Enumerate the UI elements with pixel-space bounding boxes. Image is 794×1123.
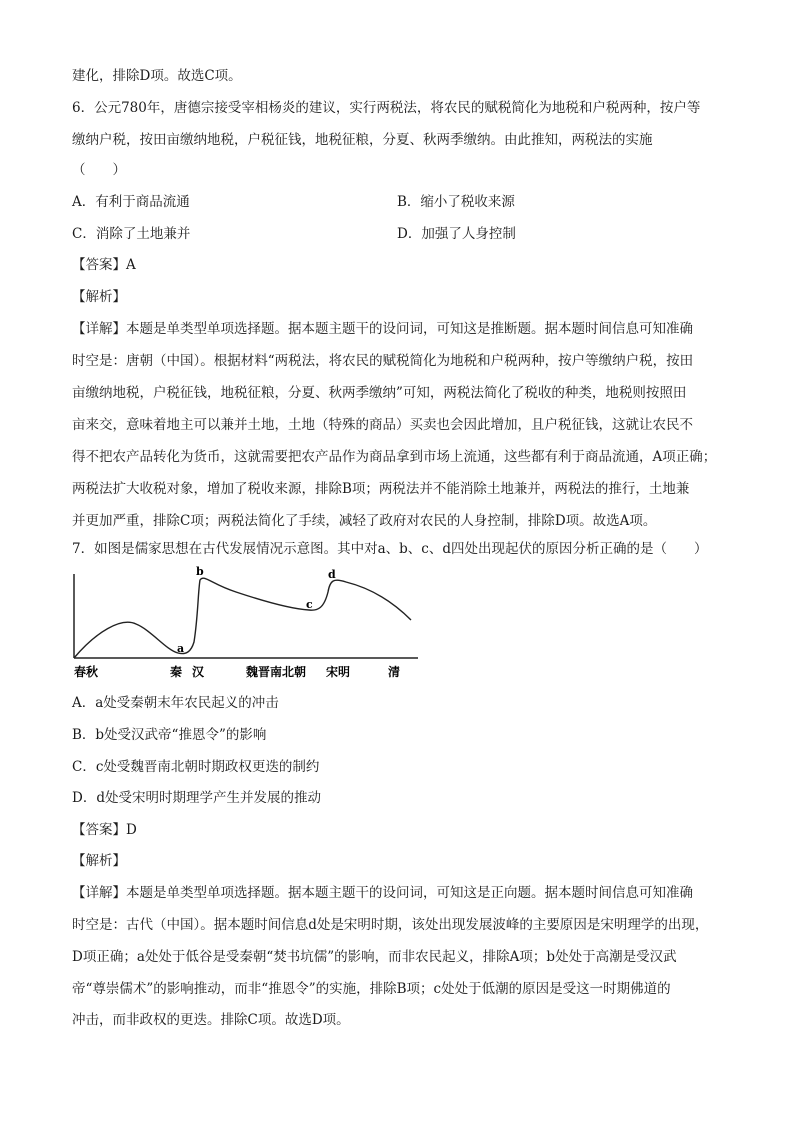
curve-point-label: c	[306, 598, 313, 611]
analysis-label: 【解析】	[72, 853, 126, 869]
explanation-line: 帝“尊崇儒术”的影响推动，而非“推恩令”的实施，排除B项；c处处于低潮的原因是受这一时期佛道的	[72, 981, 671, 997]
x-tick-label: 宋明	[326, 665, 351, 679]
x-tick-label: 汉	[192, 665, 205, 679]
x-tick-label: 清	[388, 665, 401, 679]
option-b: B．b处受汉武帝“推恩令”的影响	[72, 727, 267, 743]
explanation-line: 【详解】本题是单类型单项选择题。据本题主题干的设问词，可知这是正向题。据本题时间信息可知准确	[72, 885, 693, 901]
curve-point-label: d	[328, 568, 336, 581]
curve-point-label: a	[177, 642, 185, 655]
option-a: A．a处受秦朝末年农民起义的冲击	[72, 695, 279, 711]
option-c: C．消除了土地兼并	[72, 226, 191, 242]
explanation-line: 得不把农产品转化为货币，这就需要把农产品作为商品拿到市场上流通，这些都有利于商品流通，A项正确；	[72, 449, 717, 465]
explanation-line: 【详解】本题是单类型单项选择题。据本题主题干的设问词，可知这是推断题。据本题时间信息可知准确	[72, 321, 693, 337]
explanation-line: 时空是：古代（中国）。据本题时间信息d处是宋明时期，该处出现发展波峰的主要原因是宋明理学的出现，	[72, 917, 709, 933]
option-c: C．c处受魏晋南北朝时期政权更迭的制约	[72, 759, 320, 775]
x-tick-label: 秦	[170, 665, 183, 679]
question-6-stem: 6．公元780年，唐德宗接受宰相杨炎的建议，实行两税法，将农民的赋税简化为地税和户税两种，按户等	[72, 100, 701, 116]
explanation-line: 两税法扩大收税对象，增加了税收来源，排除B项；两税法并不能消除土地兼并，两税法的推行，土地兼	[72, 481, 690, 497]
explanation-line: 冲击，而非政权的更迭。排除C项。故选D项。	[72, 1012, 350, 1028]
question-6-blank: （ ）	[72, 162, 126, 178]
x-tick-label: 春秋	[74, 665, 99, 679]
question-6-stem: 缴纳户税，按田亩缴纳地税，户税征钱，地税征粮，分夏、秋两季缴纳。由此推知，两税法的实施	[72, 132, 653, 148]
explanation-line: 时空是：唐朝（中国）。根据材料“两税法，将农民的赋税简化为地税和户税两种，按户等缴纳户税，按田	[72, 353, 694, 369]
question-7-stem: 7．如图是儒家思想在古代发展情况示意图。其中对a、b、c、d四处出现起伏的原因分析正确的是（ ）	[72, 541, 708, 557]
explanation-line: 亩来交，意味着地主可以兼并土地，土地（特殊的商品）买卖也会因此增加，且户税征钱，这就让农民不	[72, 417, 693, 433]
explanation-line: 亩缴纳地税，户税征钱，地税征粮，分夏、秋两季缴纳”可知，两税法简化了税收的种类，地税则按照田	[72, 385, 687, 401]
option-d: D．d处受宋明时期理学产生并发展的推动	[72, 790, 321, 806]
confucianism-development-chart	[66, 562, 426, 684]
text-line: 建化，排除D项。故选C项。	[72, 68, 242, 84]
option-d: D．加强了人身控制	[397, 226, 516, 242]
explanation-line: 并更加严重，排除C项；两税法简化了手续，减轻了政府对农民的人身控制，排除D项。故选A项。	[72, 513, 657, 529]
x-tick-label: 魏晋南北朝	[246, 665, 307, 679]
answer-label: 【答案】A	[72, 257, 136, 273]
answer-label: 【答案】D	[72, 822, 137, 838]
curve-point-label: b	[196, 565, 204, 578]
development-curve	[74, 578, 411, 658]
explanation-line: D项正确；a处处于低谷是受秦朝“焚书坑儒”的影响，而非农民起义，排除A项；b处处于高潮是受汉武	[72, 949, 677, 965]
analysis-label: 【解析】	[72, 289, 126, 305]
option-a: A．有利于商品流通	[72, 194, 190, 210]
option-b: B．缩小了税收来源	[397, 194, 515, 210]
x-tick-labels	[74, 664, 400, 679]
